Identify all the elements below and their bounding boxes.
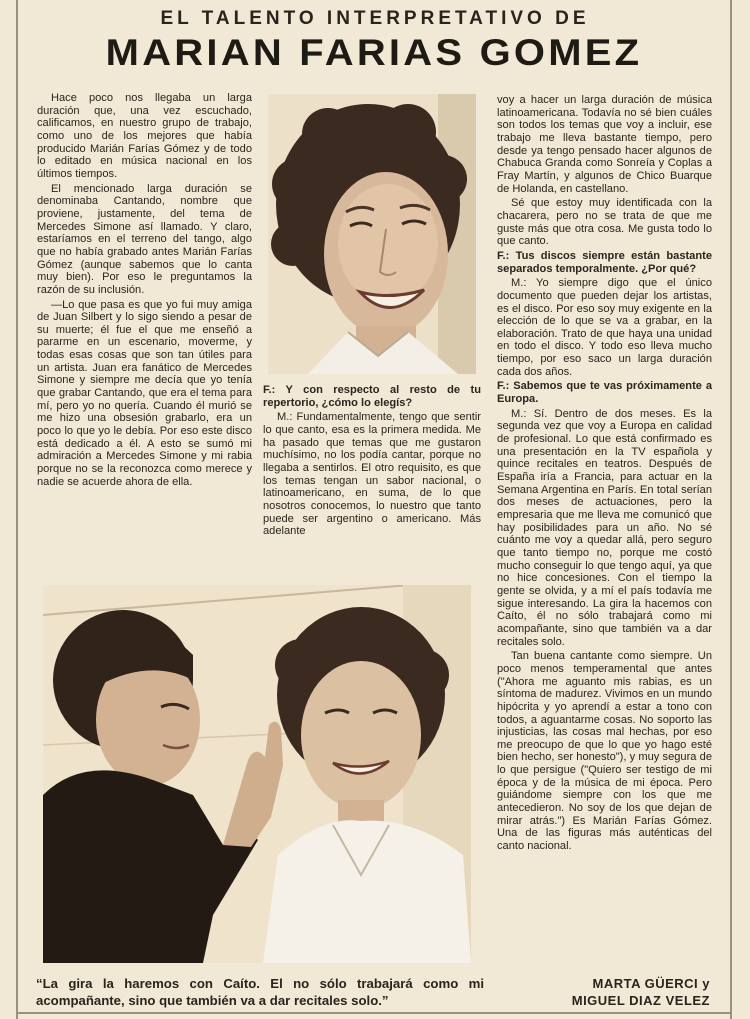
right-rule — [730, 0, 732, 1019]
text-column-3 — [497, 94, 712, 969]
text-column-1 — [37, 92, 252, 552]
paragraph: M.: Sí. Dentro de dos meses. Es la segunda vez que voy a Europa en calidad de profesional. Lo que está confirmado es una presentación en la TV española y quince recitales en teatros. Después de España iría a Francia, para actuar en la Semana Argentina en París. En total serían dos meses de actuaciones, pero la empresaria que me lleva me comunicó que hay posibilidades para un año. No sé cuánto me voy a quedar allá, pero seguro que tanto tiempo no, porque me costó mucho conseguir lo que tengo aquí, ya que no hice concesiones. Con el tiempo la gente se olvida, y a mí el país todavía me sigue interesando. La gira la hacemos con Caíto, él no sólo trabajará como mi acompañante, sino que también va a dar recitales solo. — [497, 407, 712, 648]
interview-question: F.: Tus discos siempre están bastante separados temporalmente. ¿Por qué? — [497, 249, 712, 275]
paragraph: M.: Fundamentalmente, tengo que sentir lo que canto, esa es la primera medida. Me ha pasado que temas que me gustaron muchísimo, no los podía cantar, porque no llegaba a sentirlos. El otro requisito, es que los temas tengan un sabor nacional, o latinoamericano, en suma, de lo que nosotros conocemos, lo nuestro que tanto puede ser argentino o americano. Más adelante — [263, 411, 481, 538]
article-headline: MARIAN FARIAS GOMEZ — [105, 32, 643, 73]
author-credit-line: MARTA GÜERCI y — [592, 976, 710, 991]
paragraph: El mencionado larga duración se denominaba Cantando, nombre que proviene, justamente, del tema de Mercedes Simone así llamado. Y claro, estaríamos en el terreno del tango, algo que no había grabado antes Marián Farías Gómez (aunque sabemos que lo canta muy bien). Por eso le preguntamos la razón de su inclusión. — [37, 182, 252, 296]
paragraph: —Lo que pasa es que yo fui muy amiga de Juan Silbert y lo sigo siendo a pesar de su muerte; él fue el que me enseñó a pararme en un escenario, moverme, y todas esas cosas que son tan útiles para un artista. Juan era fanático de Mercedes Simone y siempre me decía que yo tenía que grabar Cantando, que era el tema para mí, pero yo no quería. Cuando él murió se me hizo una obsesión grabarlo, era un poco lo que yo le debía. Por eso este disco está dedicado a él. A esto se sumó mi admiración a Mercedes Simone y mi rabia porque no se la reconozca como merece y nadie se acuerde ahora de ella. — [37, 298, 252, 488]
author-credit-line: MIGUEL DIAZ VELEZ — [571, 993, 710, 1008]
text-column-2 — [263, 384, 481, 559]
article-kicker: EL TALENTO INTERPRETATIVO DE — [160, 8, 590, 29]
left-rule — [16, 0, 18, 1019]
author-credits — [540, 975, 710, 1009]
bottom-rule — [16, 1012, 732, 1014]
interview-question: F.: Sabemos que te vas próximamente a Europa. — [497, 380, 712, 406]
interview-question: F.: Y con respecto al resto de tu repertorio, ¿cómo lo elegís? — [263, 384, 481, 409]
portrait-illustration — [268, 94, 476, 374]
photo-caption: “La gira la haremos con Caíto. El no sólo trabajará como mi acompañante, sino que también va a dar recitales solo.” — [36, 976, 484, 1008]
portrait-photo — [268, 94, 476, 374]
paragraph: voy a hacer un larga duración de música latinoamericana. Todavía no sé bien cuáles son todos los temas que voy a incluir, ese trabajo me lleva bastante tiempo, pero desde ya tengo pensado hacer algunos de Chabuca Granda como Sonreía y Coplas a Fray Martín, y algunos de Chico Buarque de Holanda, en castellano. — [497, 94, 712, 195]
paragraph: M.: Yo siempre digo que el único documento que pueden dejar los artistas, es el disco. Por eso soy muy exigente en la elección de lo que se va a grabar, en la elaboración. Trato de que haya una unidad en todo el disco. Y todo eso lleva mucho tiempo, por eso saco un larga duración cada dos años. — [497, 277, 712, 378]
paragraph: Tan buena cantante como siempre. Un poco menos temperamental que antes ("Ahora me aguanto mis rabias, es un síntoma de madurez. Vivimos en un mundo hipócrita y yo aprendí a estar a tono con todos, a aguantarme cosas. No soporto las injusticias, las cosas mal hechas, por eso me preocupo de que lo que yo hago esté bien hecho, ser honesto"), y muy segura de lo que persigue ("Quiero ser testigo de mi época y de la música de mi época. Pero guiándome siempre con los que me antecedieron. No soy de los que dejan de mirar atrás.") Es Marián Farías Gómez. Una de las figuras más auténticas del canto nacional. — [497, 650, 712, 853]
paragraph: Sé que estoy muy identificada con la chacarera, pero no se trata de que me guste más que otra cosa. Me gusta todo lo que canto. — [497, 197, 712, 248]
paragraph: Hace poco nos llegaba un larga duración que, una vez escuchado, calificamos, en nuestro grupo de trabajo, como uno de los mejores que había producido Marián Farías Gómez y de todo lo editado en música nacional en los últimos tiempos. — [37, 92, 252, 180]
group-illustration — [43, 585, 471, 963]
group-photo — [43, 585, 471, 963]
